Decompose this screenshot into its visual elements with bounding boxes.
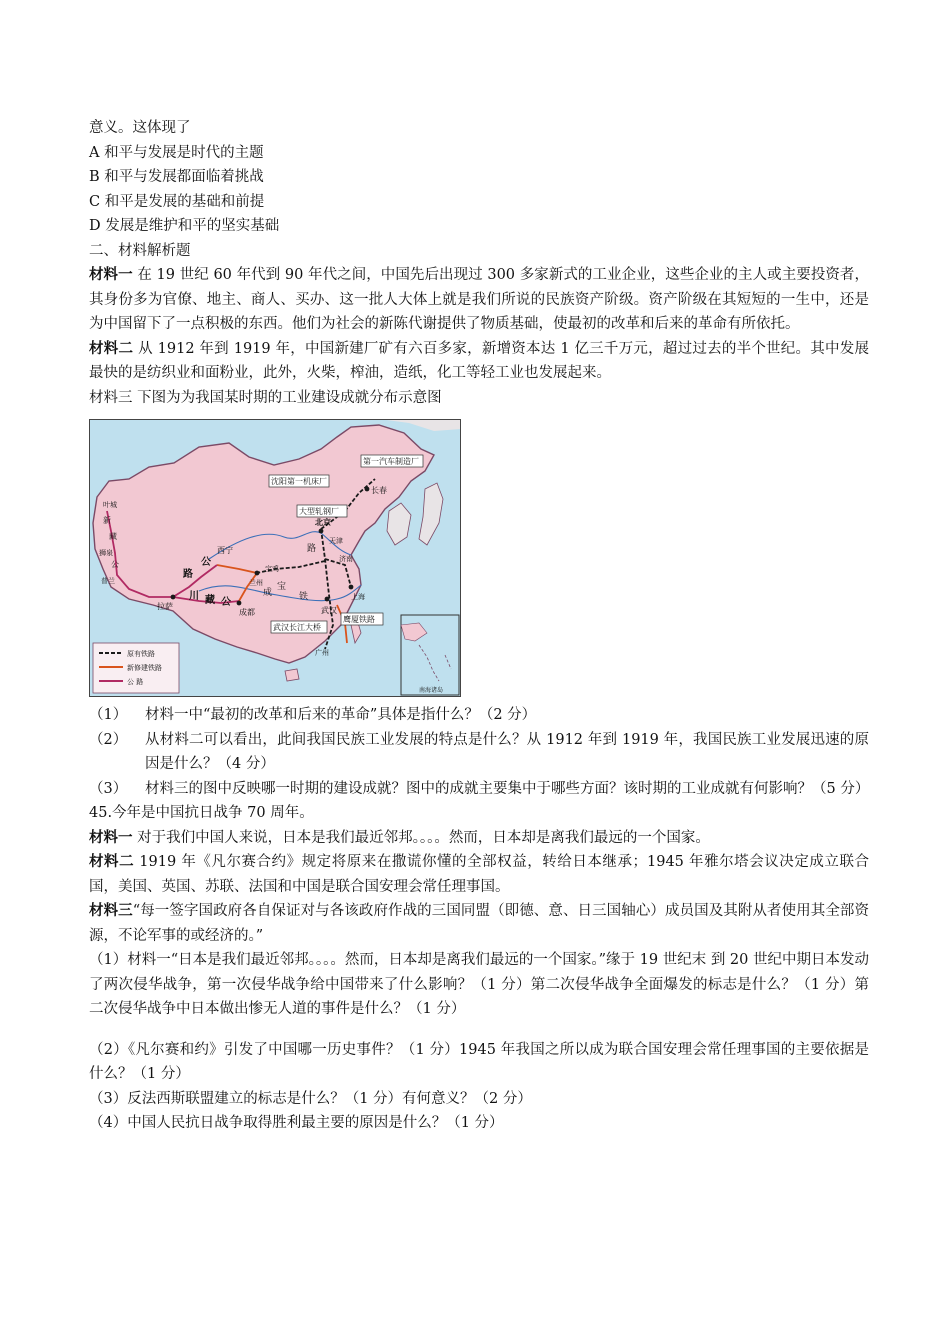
q45-material-1-text: 对于我们中国人来说，日本是我们最近邻邦。。。。然而，日本却是离我们最远的一个国家。 [132, 829, 710, 846]
city-dot-wuhan [325, 597, 330, 602]
q45-material-2-text: 1919 年《凡尔赛合约》规定将原来在撒谎你懂的全部权益，转给日本继承；1945 年雅尔塔会议决定成立联合国，美国、英国、苏联、法国和中国是联合国安理会常任理事国。 [89, 854, 869, 895]
label-changchun-factory: 第一汽车制造厂 [363, 457, 419, 466]
q45-material-2-label: 材料二 [89, 853, 135, 870]
road-char-4: 藏 [205, 595, 215, 606]
road-char-3: 川 [189, 591, 199, 602]
label-lasa: 拉萨 [157, 602, 173, 611]
label-bridge: 武汉长江大桥 [273, 623, 321, 632]
label-shanghai: 上海 [351, 593, 365, 601]
q44-item-3 [89, 777, 869, 802]
label-tianjin: 天津 [329, 537, 343, 545]
label-xining: 西宁 [217, 546, 233, 555]
material-1-text: 在 19 世纪 60 年代到 90 年代之间，中国先后出现过 300 多家新式的工业企业，这些企业的主人或主要投资者，其身份多为官僚、地主、商人、买办、这一批人大体上就是我们所说的民族资产阶级。资产阶级在其短短的一生中，还是为中国留下了一点积极的东西。他们为社会的新陈代谢提供了物质基础，使最初的改革和后来的革命有所依托。 [89, 267, 869, 332]
left-label-5: 公 [111, 560, 119, 569]
label-changchun: 长春 [371, 486, 387, 495]
option-d: D 发展是维护和平的坚实基础 [89, 218, 280, 234]
left-label-6: 普兰 [101, 577, 115, 585]
legend-new-rail: 新修建铁路 [127, 664, 162, 672]
city-dot-chengdu [237, 601, 242, 606]
legend-road: 公 路 [127, 678, 144, 686]
section-title: 二、材料解析题 [89, 242, 191, 259]
rail-char-2: 宝 [277, 582, 287, 592]
q45-material-1-label: 材料一 [89, 828, 133, 846]
q45-title: 45.今年是中国抗日战争 70 周年。 [89, 805, 314, 821]
q44-text-1: 材料一中“最初的改革和后来的革命”具体是指什么？（2 分） [145, 707, 537, 723]
q45-question-3: （3）反法西斯联盟建立的标志是什么？（1 分）有何意义？（2 分） [89, 1090, 532, 1107]
q45-question-4: （4）中国人民抗日战争取得胜利最主要的原因是什么？（1 分） [89, 1115, 504, 1131]
option-b: B 和平与发展都面临着挑战 [89, 169, 264, 185]
legend-old-rail: 原有铁路 [127, 650, 155, 658]
material-3-line: 材料三 下图为为我国某时期的工业建设成就分布示意图 [89, 389, 442, 406]
city-dot-lasa [171, 595, 176, 600]
label-lanzhou: 兰州 [249, 579, 263, 587]
q44-item-1 [89, 703, 869, 728]
q45-material-3-text: “每一签字国政府各自保证对与各该政府作战的三国同盟（即德、意、日三国轴心）成员国及其附从者使用其全部资源，不论军事的或经济的。” [89, 903, 869, 944]
label-guangzhou: 广州 [315, 649, 329, 657]
city-dot-beijing [319, 529, 324, 534]
question-intro: 意义。这体现了 [89, 120, 191, 136]
material-2-label: 材料二 [89, 339, 134, 357]
left-label-4: 狮泉 [99, 549, 113, 557]
label-jinan: 济南 [339, 555, 353, 563]
q45-material-2 [89, 850, 869, 899]
road-char-5: 公 [221, 597, 231, 608]
q44-num-1: （1） [89, 707, 128, 723]
left-label-2: 新 [103, 516, 111, 525]
rail-char-4: 路 [307, 544, 317, 554]
q45-question-1: （1）材料一“日本是我们最近邻邦。。。。然而，日本却是离我们最远的一个国家。”缘于 19 世纪末 到 20 世纪中期日本发动了两次侵华战争，第一次侵华战争给中国带来了什么影响？（1 分）第二次侵华战争全面爆发的标志是什么？（1 分）第二次侵华战争中日本做出惨无人道的事件是什么？（1 分） [89, 952, 869, 1017]
road-char-2: 路 [183, 569, 193, 580]
q44-num-2: （2） [89, 731, 128, 748]
q45-material-3-label: 材料三 [89, 902, 133, 919]
map-svg [89, 419, 461, 697]
label-anshan: 大型轧钢厂 [299, 507, 339, 516]
city-dot-shanghai [349, 585, 354, 590]
label-baoji: 宝鸡 [265, 565, 279, 573]
spacer [89, 1022, 869, 1038]
q45-material-1 [89, 826, 869, 851]
material-1-label: 材料一 [89, 266, 133, 283]
option-a: A 和平与发展是时代的主题 [89, 144, 264, 161]
label-chengdu: 成都 [239, 608, 255, 617]
q44-text-3: 材料三的图中反映哪一时期的建设成就？图中的成就主要集中于哪些方面？该时期的工业成就有何影响？（5 分） [145, 780, 870, 797]
option-c: C 和平是发展的基础和前提 [89, 193, 265, 210]
city-dot-lanzhou [255, 571, 260, 576]
material-2-text: 从 1912 年到 1919 年，中国新建厂矿有六百多家，新增资本达 1 亿三千万元，超过过去的半个世纪。其中发展最快的是纺织业和面粉业，此外，火柴，榨油，造纸，化工等轻工业也发展起来。 [89, 340, 869, 381]
left-label-1: 叶城 [103, 501, 117, 509]
label-wuhan: 武汉 [321, 606, 337, 615]
q45-question-2: （2）《凡尔赛和约》引发了中国哪一历史事件？（1 分）1945 年我国之所以成为联合国安理会常任理事国的主要依据是什么？（1 分） [89, 1041, 869, 1082]
label-shenyang: 沈阳第一机床厂 [271, 477, 327, 486]
q44-num-3: （3） [89, 780, 128, 797]
label-beijing: 北京 [315, 517, 331, 527]
q44-text-2: 从材料二可以看出，此间我国民族工业发展的特点是什么？从 1912 年到 1919 年，我国民族工业发展迅速的原因是什么？（4 分） [145, 731, 869, 772]
city-dot-changchun [365, 487, 370, 492]
q44-item-2 [89, 728, 869, 777]
road-char-1: 公 [201, 557, 211, 568]
label-railway: 鹰厦铁路 [343, 615, 375, 624]
material-1 [89, 263, 869, 337]
industrial-map [89, 419, 461, 697]
page-content [89, 116, 869, 1136]
rail-char-3: 铁 [299, 592, 309, 602]
material-2 [89, 337, 869, 386]
q45-material-3 [89, 899, 869, 948]
hainan-island [285, 669, 299, 681]
left-label-3: 藏 [109, 532, 117, 541]
inset-label: 南海诸岛 [419, 687, 444, 694]
rail-char-1: 成 [263, 588, 273, 598]
